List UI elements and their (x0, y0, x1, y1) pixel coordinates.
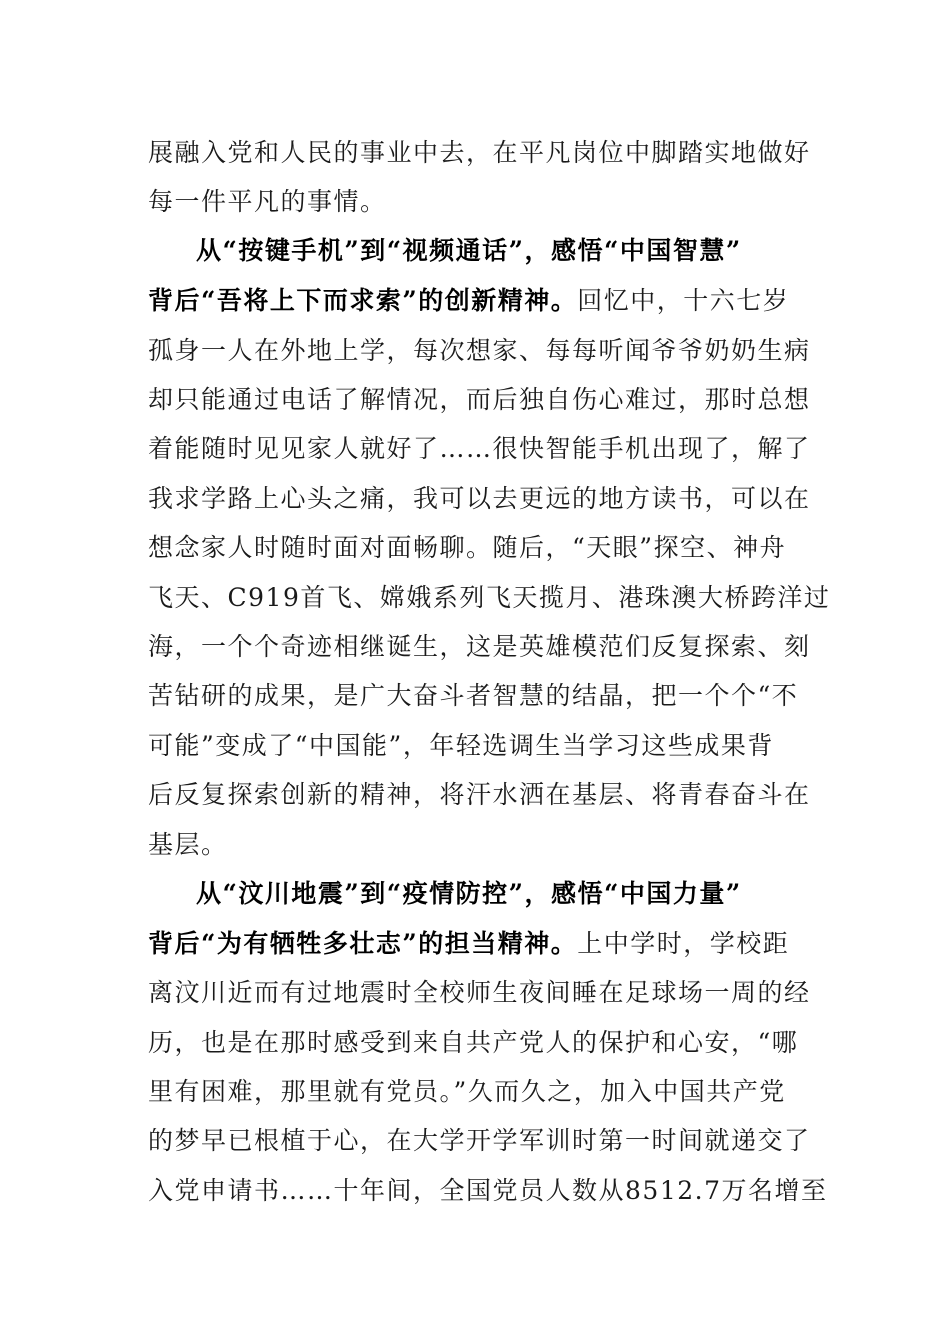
paragraph-3-line: 历，也是在那时感受到来自共产党人的保护和心安，“哪 (148, 1028, 799, 1057)
paragraph-3-heading-rest: 上中学时，学校距 (577, 929, 790, 958)
paragraph-2-line: 着能随时见见家人就好了……很快智能手机出现了，解了 (148, 434, 811, 463)
paragraph-3-line: 里有困难，那里就有党员。”久而久之，加入中国共产党 (148, 1077, 786, 1106)
paragraph-2-line: 飞天、C919首飞、嫦娥系列飞天揽月、港珠澳大桥跨洋过 (148, 583, 831, 612)
paragraph-2-line: 后反复探索创新的精神，将汗水洒在基层、将青春奋斗在 (148, 780, 811, 809)
paragraph-2-heading-line-1: 从“按键手机”到“视频通话”，感悟“中国智慧” (196, 236, 742, 265)
paragraph-3-heading-bold: 背后“为有牺牲多壮志”的担当精神。 (148, 929, 578, 958)
paragraph-2-line: 基层。 (148, 830, 228, 859)
paragraph-1-line-2: 每一件平凡的事情。 (148, 187, 387, 216)
paragraph-2-line: 苦钻研的成果，是广大奋斗者智慧的结晶，把一个个“不 (148, 681, 799, 710)
paragraph-3-line: 入党申请书……十年间，全国党员人数从8512.7万名增至 (148, 1176, 828, 1205)
paragraph-2-line: 海，一个个奇迹相继诞生，这是英雄模范们反复探索、刻 (148, 632, 811, 661)
paragraph-3-line: 离汶川近而有过地震时全校师生夜间睡在足球场一周的经 (148, 978, 811, 1007)
paragraph-2-line: 想念家人时随时面对面畅聊。随后，“天眼”探空、神舟 (148, 533, 787, 562)
paragraph-2-line: 却只能通过电话了解情况，而后独自伤心难过，那时总想 (148, 385, 811, 414)
paragraph-2-heading-line-2 (148, 285, 798, 317)
paragraph-3-heading-line-2 (148, 928, 798, 960)
paragraph-2-heading-rest: 回忆中，十六七岁 (577, 286, 790, 315)
paragraph-2-line: 可能”变成了“中国能”，年轻选调生当学习这些成果背 (148, 731, 774, 760)
paragraph-2-line: 孤身一人在外地上学，每次想家、每每听闻爷爷奶奶生病 (148, 336, 811, 365)
paragraph-3-heading-line-1: 从“汶川地震”到“疫情防控”，感悟“中国力量” (196, 879, 742, 908)
paragraph-2-heading-bold: 背后“吾将上下而求索”的创新精神。 (148, 286, 578, 315)
paragraph-3-line: 的梦早已根植于心，在大学开学军训时第一时间就递交了 (148, 1126, 811, 1155)
paragraph-1-line-1: 展融入党和人民的事业中去，在平凡岗位中脚踏实地做好 (148, 138, 811, 167)
paragraph-2-line: 我求学路上心头之痛，我可以去更远的地方读书，可以在 (148, 484, 811, 513)
